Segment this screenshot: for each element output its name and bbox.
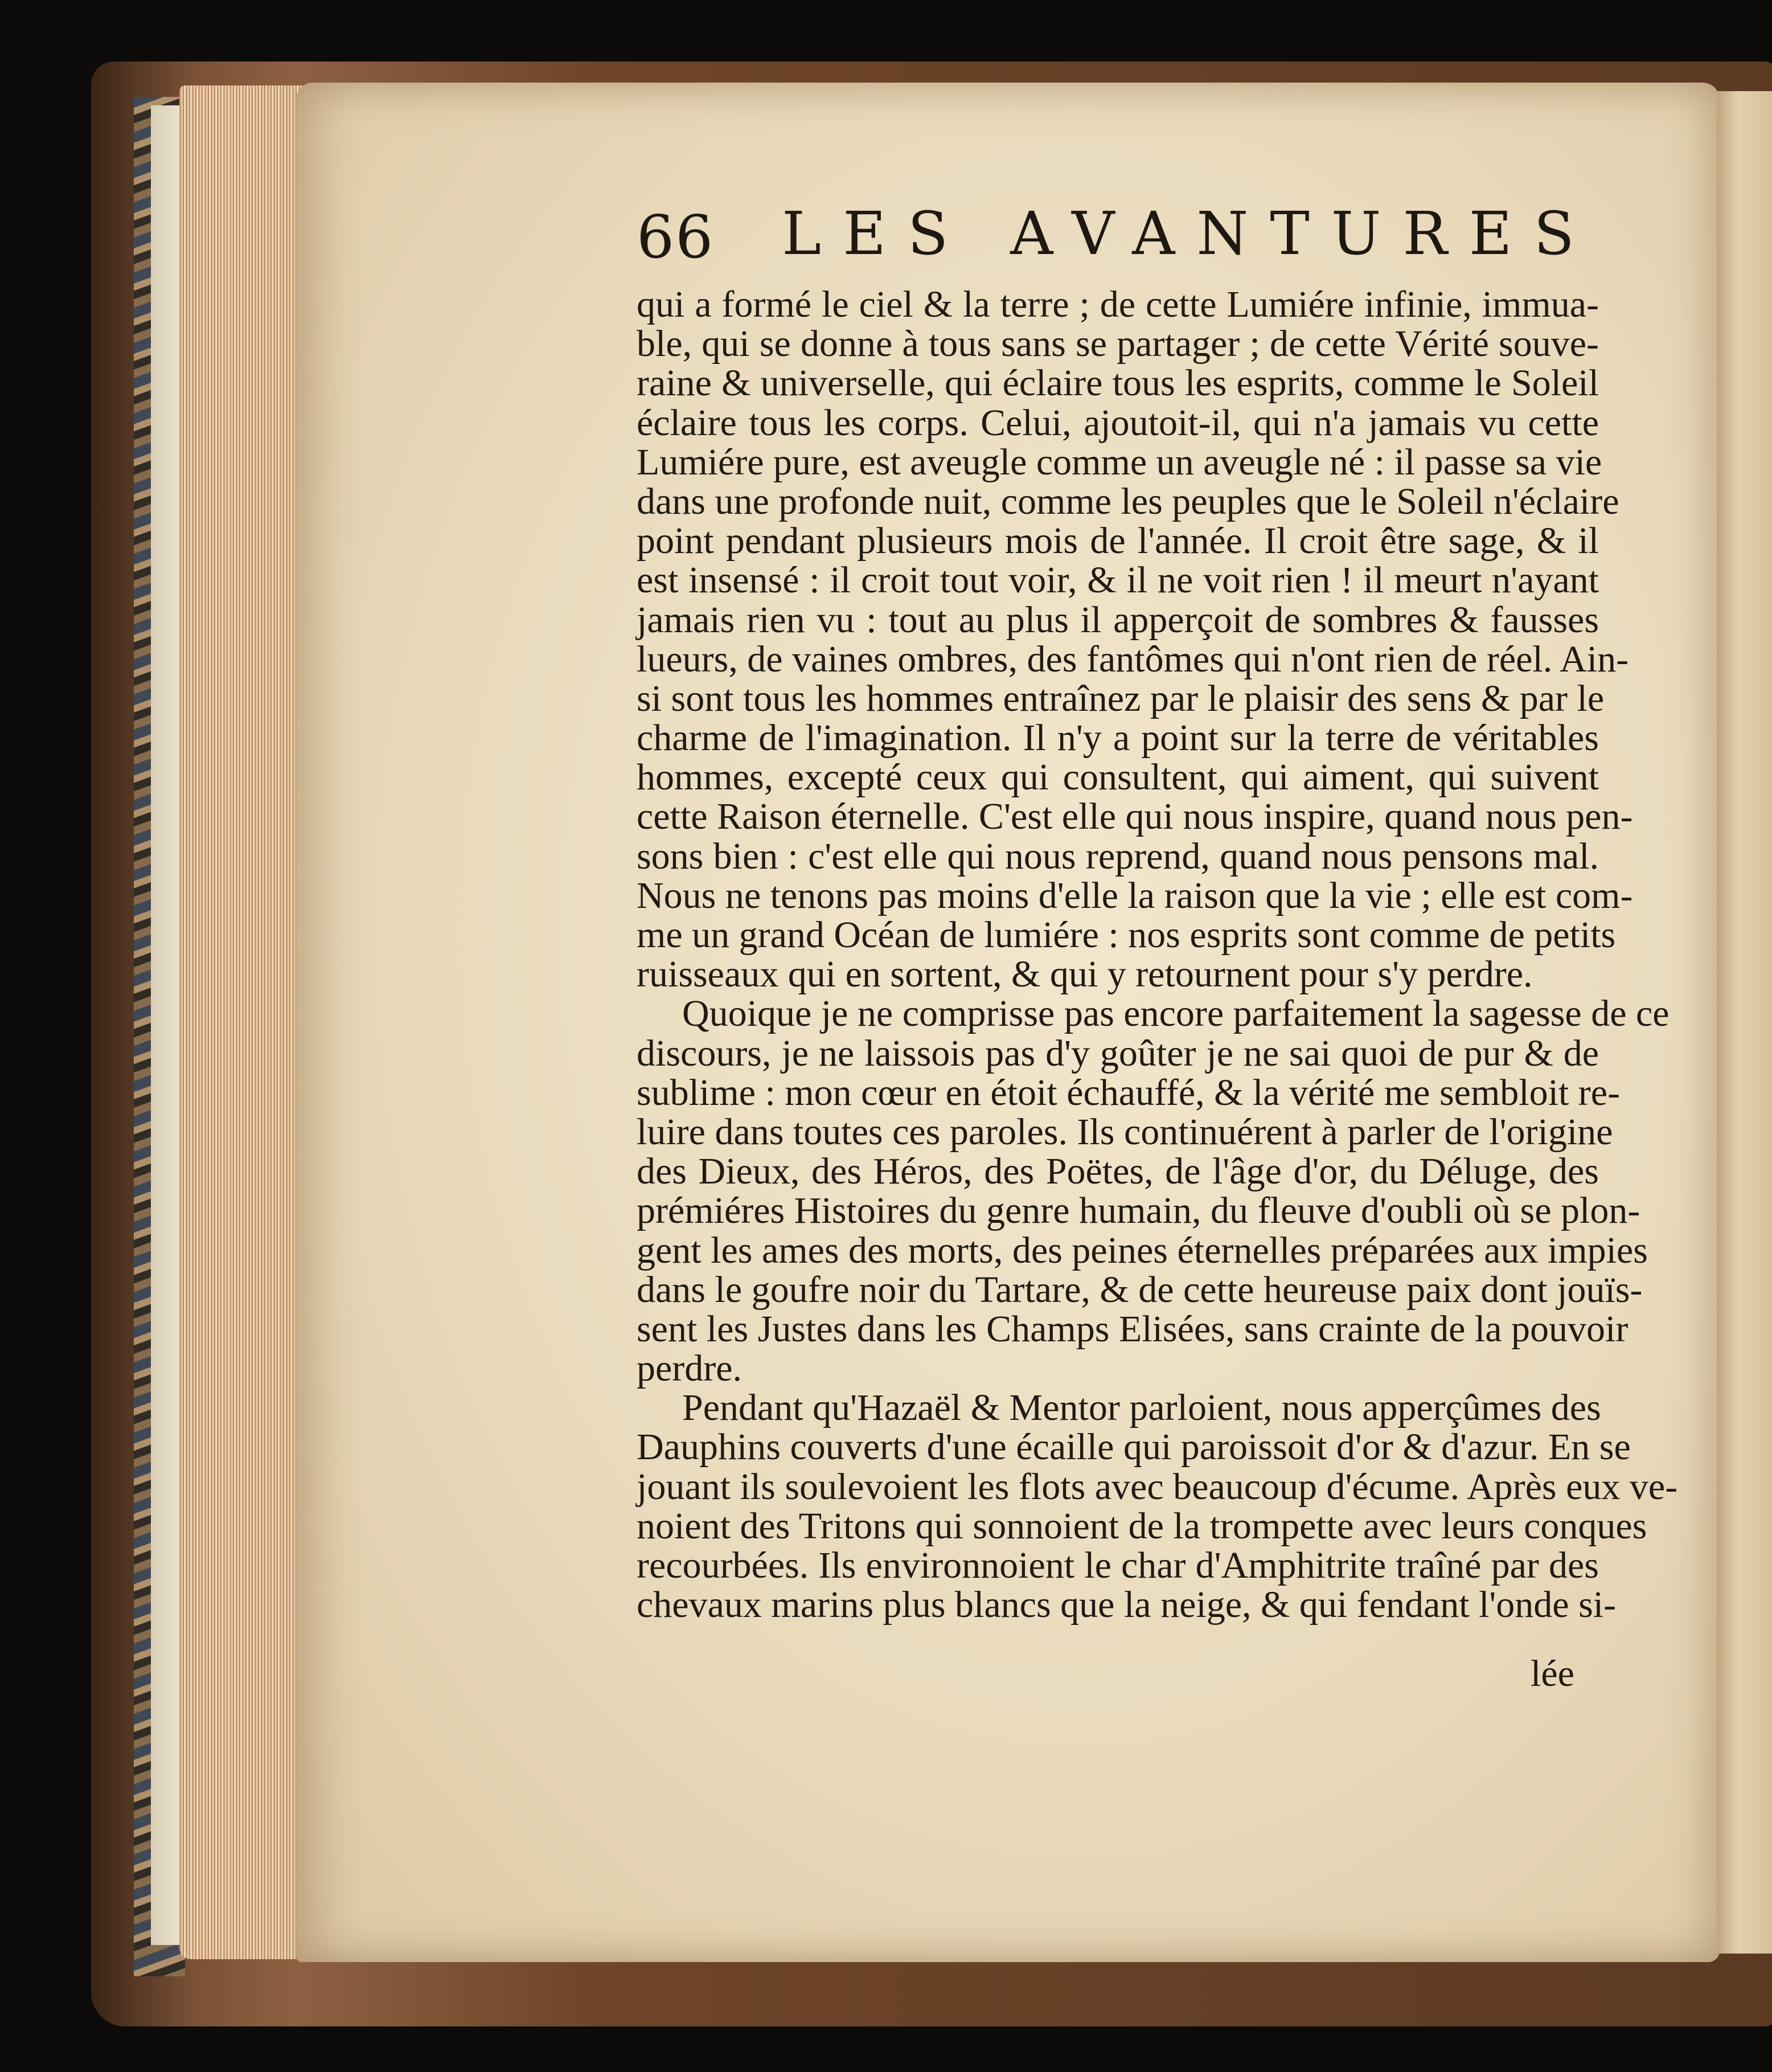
text-line: éclaire tous les corps. Celui, ajoutoit-il, qui n'a jamais vu cette: [637, 402, 1599, 444]
facing-page-edge: [1717, 91, 1772, 1954]
text-line: Nous ne tenons pas moins d'elle la raison que la vie ; elle est com-: [637, 874, 1633, 916]
running-title: LES AVANTURES: [782, 199, 1596, 268]
text-line: dans le goufre noir du Tartare, & de cette heureuse paix dont jouïs-: [637, 1268, 1643, 1311]
catchword: lée: [1531, 1653, 1574, 1694]
text-line: raine & universelle, qui éclaire tous les esprits, comme le Soleil: [637, 362, 1599, 404]
page-header: [637, 199, 1596, 285]
text-line: Lumiére pure, est aveugle comme un aveugle né : il passe sa vie: [637, 441, 1602, 483]
paragraph-start-line: Pendant qu'Hazaël & Mentor parloient, nous apperçûmes des: [682, 1387, 1601, 1429]
text-line: recourbées. Ils environnoient le char d'Amphitrite traîné par des: [637, 1545, 1599, 1586]
text-line: ble, qui se donne à tous sans se partager ; de cette Vérité souve-: [637, 323, 1599, 365]
text-line: hommes, excepté ceux qui consultent, qui aiment, qui suivent: [637, 756, 1599, 799]
text-line: est insensé : il croit tout voir, & il ne voit rien ! il meurt n'ayant: [637, 559, 1599, 601]
text-line: lueurs, de vaines ombres, des fantômes qui n'ont rien de réel. Ain-: [637, 638, 1629, 680]
paragraph-start-line: Quoique je ne comprisse pas encore parfaitement la sagesse de ce: [682, 993, 1670, 1035]
page-number: 66: [637, 202, 715, 272]
text-line: jamais rien vu : tout au plus il apperçoit de sombres & fausses: [637, 599, 1599, 641]
text-line: si sont tous les hommes entraînez par le plaisir des sens & par le: [637, 677, 1605, 719]
text-line: me un grand Océan de lumiére : nos esprits sont comme de petits: [637, 914, 1616, 956]
text-line: sent les Justes dans les Champs Elisées, sans crainte de la pouvoir: [637, 1308, 1629, 1350]
text-line: Dauphins couverts d'une écaille qui paroissoit d'or & d'azur. En se: [637, 1426, 1631, 1468]
body-text: [637, 284, 1678, 1626]
text-line: cette Raison éternelle. C'est elle qui nous inspire, quand nous pen-: [637, 796, 1633, 838]
text-line: perdre.: [637, 1348, 743, 1390]
text-line: jouant ils soulevoient les flots avec beaucoup d'écume. Après eux ve-: [637, 1465, 1678, 1508]
text-line: discours, je ne laissois pas d'y goûter je ne sai quoi de pur & de: [637, 1032, 1599, 1074]
text-line: sublime : mon cœur en étoit échauffé, & la vérité me sembloit re-: [637, 1071, 1621, 1113]
text-line: point pendant plusieurs mois de l'année. Il croit être sage, & il: [637, 520, 1599, 562]
flyleaf: [151, 105, 179, 1945]
text-line: dans une profonde nuit, comme les peuples que le Soleil n'éclaire: [637, 480, 1619, 522]
text-line: gent les ames des morts, des peines éternelles préparées aux impies: [637, 1229, 1648, 1271]
text-line: noient des Tritons qui sonnoient de la trompette avec leurs conques: [637, 1505, 1647, 1547]
text-line: prémiéres Histoires du genre humain, du fleuve d'oubli où se plon-: [637, 1190, 1640, 1232]
text-line: charme de l'imagination. Il n'y a point sur la terre de véritables: [637, 717, 1599, 759]
text-line: des Dieux, des Héros, des Poëtes, de l'âge d'or, du Déluge, des: [637, 1150, 1599, 1193]
text-line: qui a formé le ciel & la terre ; de cette Lumiére infinie, immua-: [637, 284, 1599, 325]
text-line: ruisseaux qui en sortent, & qui y retournent pour s'y perdre.: [637, 953, 1533, 996]
text-line: luire dans toutes ces paroles. Ils continuérent à parler de l'origine: [637, 1111, 1613, 1153]
text-line: sons bien : c'est elle qui nous reprend, quand nous pensons mal.: [637, 835, 1599, 877]
text-line: chevaux marins plus blancs que la neige, & qui fendant l'onde si-: [637, 1584, 1617, 1626]
page-block-edges: [179, 85, 310, 1959]
